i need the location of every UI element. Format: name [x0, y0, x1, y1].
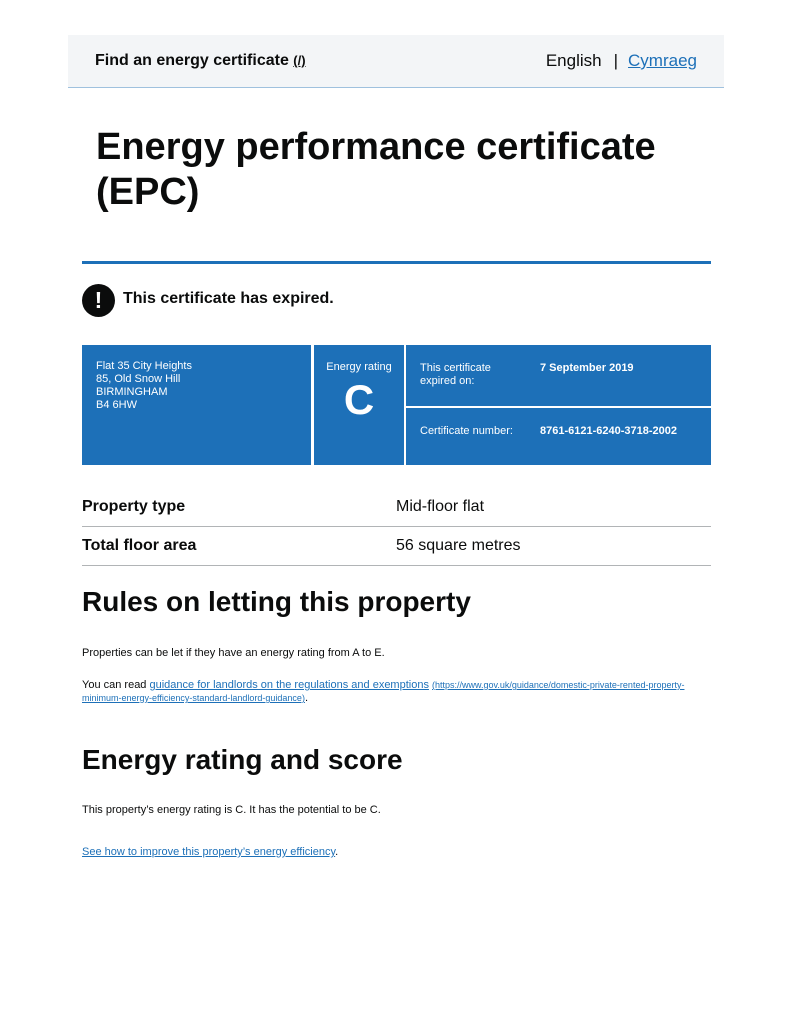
certificate-number-label: Certificate number: — [420, 425, 513, 437]
certificate-number-panel — [406, 408, 711, 465]
address-postcode: B4 6HW — [96, 399, 137, 411]
home-link[interactable]: (/) — [293, 53, 306, 68]
letting-guidance-paragraph — [82, 679, 702, 705]
expiry-date: 7 September 2019 — [540, 362, 634, 374]
expiry-panel — [406, 345, 711, 406]
landlord-guidance-url[interactable]: (https://www.gov.uk/guidance/domestic-private-rented-property-minimum-energy-efficiency-standard-landlord-guidance) — [82, 680, 685, 703]
address-panel — [82, 345, 311, 465]
service-name-text[interactable]: Find an energy certificate — [95, 52, 289, 69]
energy-rating-paragraph: This property’s energy rating is C. It has the potential to be C. — [82, 804, 381, 816]
language-separator: | — [613, 51, 619, 70]
letting-paragraph: Properties can be let if they have an energy rating from A to E. — [82, 647, 385, 659]
floor-area-value: 56 square metres — [396, 537, 521, 554]
address-line: BIRMINGHAM — [96, 386, 168, 398]
floor-area-label: Total floor area — [82, 537, 197, 554]
energy-rating-label: Energy rating — [326, 361, 392, 373]
guidance-suffix: . — [304, 692, 308, 704]
property-type-row — [82, 488, 711, 527]
energy-rating-heading: Energy rating and score — [82, 744, 403, 775]
language-english: English — [545, 51, 602, 70]
address-line: 85, Old Snow Hill — [96, 373, 181, 385]
certificate-number-value: 8761-6121-6240-3718-2002 — [540, 425, 678, 437]
improve-suffix: . — [335, 846, 339, 858]
improve-efficiency-link[interactable]: See how to improve this property’s energy efficiency — [82, 846, 336, 858]
property-type-value: Mid-floor flat — [396, 498, 485, 515]
site-header — [68, 35, 724, 88]
section-divider — [82, 261, 711, 264]
exclamation-icon: ! — [82, 284, 115, 317]
improve-paragraph — [82, 846, 702, 859]
guidance-prefix: You can read — [82, 679, 150, 691]
property-type-label: Property type — [82, 498, 186, 515]
address-line: Flat 35 City Heights — [96, 360, 192, 372]
warning-text: This certificate has expired. — [123, 290, 334, 307]
language-cymraeg-link[interactable]: Cymraeg — [628, 51, 697, 70]
certificate-summary — [82, 345, 711, 465]
language-switcher — [546, 51, 697, 71]
service-name[interactable] — [95, 52, 306, 70]
landlord-guidance-link[interactable]: guidance for landlords on the regulations and exemptions — [149, 679, 429, 691]
floor-area-row — [82, 527, 711, 566]
energy-rating-panel — [314, 345, 404, 465]
page-title: Energy performance certificate (EPC) — [96, 126, 656, 213]
energy-rating-letter: C — [343, 376, 375, 423]
expiry-label: This certificate expired on: — [420, 362, 491, 387]
letting-heading: Rules on letting this property — [82, 586, 471, 617]
